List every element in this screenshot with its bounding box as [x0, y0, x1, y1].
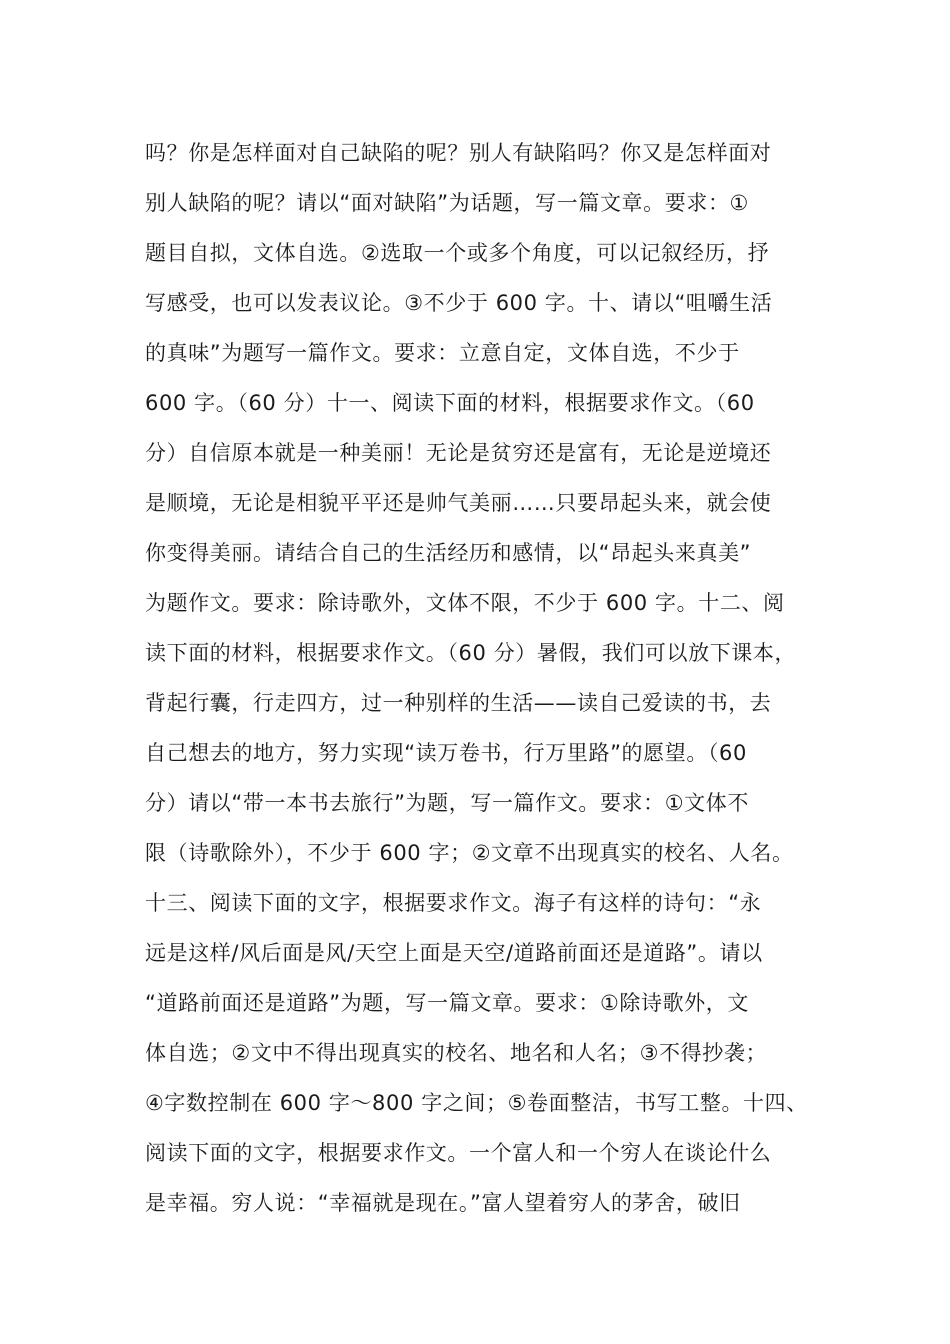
text-line: 分）请以“带一本书去旅行”为题，写一篇作文。要求：①文体不 — [145, 791, 749, 815]
text-line: 背起行囊，行走四方，过一种别样的生活——读自己爱读的书，去 — [145, 691, 772, 715]
text-line: 限（诗歌除外），不少于 600 字；②文章不出现真实的校名、人名。 — [145, 841, 794, 865]
text-line: “道路前面还是道路”为题，写一篇文章。要求：①除诗歌外，文 — [145, 991, 749, 1015]
text-line: 别人缺陷的呢？请以“面对缺陷”为话题，写一篇文章。要求：① — [145, 191, 749, 215]
text-line: 十三、阅读下面的文字，根据要求作文。海子有这样的诗句：“永 — [145, 891, 762, 915]
text-line: 阅读下面的文字，根据要求作文。一个富人和一个穷人在谈论什么 — [145, 1141, 772, 1165]
text-line: 写感受，也可以发表议论。③不少于 600 字。十、请以“咀嚼生活 — [145, 291, 773, 315]
text-line: 600 字。（60 分）十一、阅读下面的材料，根据要求作文。（60 — [145, 391, 755, 415]
text-line: 吗？你是怎样面对自己缺陷的呢？别人有缺陷吗？你又是怎样面对 — [145, 141, 772, 165]
text-line: 读下面的材料，根据要求作文。（60 分）暑假，我们可以放下课本， — [145, 641, 797, 665]
text-line: 分）自信原本就是一种美丽！无论是贫穷还是富有，无论是逆境还 — [145, 441, 772, 465]
text-line: 是顺境，无论是相貌平平还是帅气美丽……只要昂起头来，就会使 — [145, 491, 772, 515]
text-line: 是幸福。穷人说：“幸福就是现在。”富人望着穷人的茅舍，破旧 — [145, 1191, 741, 1215]
text-line: 远是这样/风后面是风/天空上面是天空/道路前面还是道路”。请以 — [145, 941, 763, 965]
text-line: 的真味”为题写一篇作文。要求：立意自定，文体自选，不少于 — [145, 341, 740, 365]
text-line: 题目自拟，文体自选。②选取一个或多个角度，可以记叙经历，抒 — [145, 241, 770, 265]
text-line: 自己想去的地方，努力实现“读万卷书，行万里路”的愿望。（60 — [145, 741, 747, 765]
text-line: 你变得美丽。请结合自己的生活经历和感情，以“昂起头来真美” — [145, 541, 752, 565]
document-text-body — [145, 128, 835, 1228]
text-line: 为题作文。要求：除诗歌外，文体不限，不少于 600 字。十二、阅 — [145, 591, 785, 615]
text-line: ④字数控制在 600 字～800 字之间；⑤卷面整洁，书写工整。十四、 — [145, 1091, 808, 1115]
text-line: 体自选；②文中不得出现真实的校名、地名和人名；③不得抄袭； — [145, 1041, 768, 1065]
